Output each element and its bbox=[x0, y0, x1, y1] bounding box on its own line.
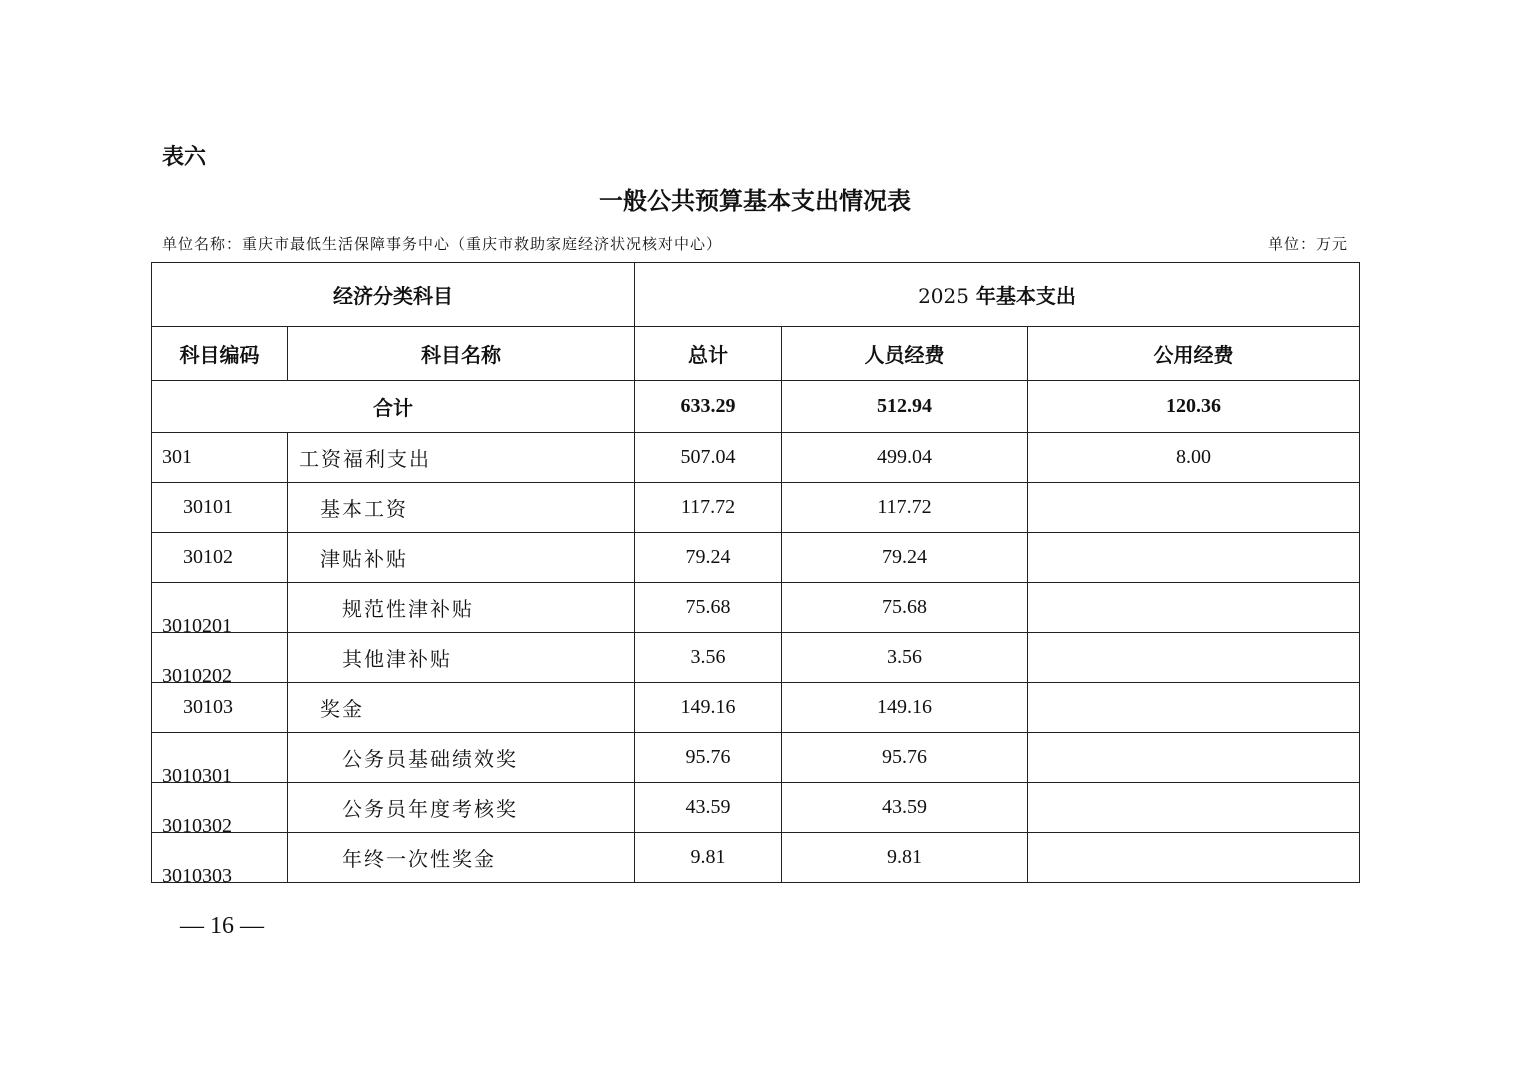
table-row bbox=[152, 433, 1360, 483]
table-row bbox=[152, 633, 1360, 683]
row-personnel: 499.04 bbox=[782, 433, 1028, 483]
table-row bbox=[152, 683, 1360, 733]
row-public bbox=[1028, 683, 1360, 733]
total-row bbox=[152, 381, 1360, 433]
row-personnel: 149.16 bbox=[782, 683, 1028, 733]
budget-table bbox=[151, 262, 1360, 887]
row-total: 43.59 bbox=[635, 783, 782, 833]
row-public bbox=[1028, 533, 1360, 583]
row-public: 8.00 bbox=[1028, 433, 1360, 483]
header-public: 公用经费 bbox=[1028, 327, 1360, 381]
row-code-text: 3010202 bbox=[162, 665, 232, 687]
row-code bbox=[152, 833, 288, 887]
row-total: 507.04 bbox=[635, 433, 782, 483]
row-name: 其他津补贴 bbox=[288, 633, 635, 683]
table-row bbox=[152, 583, 1360, 633]
row-code: 30102 bbox=[152, 533, 288, 583]
row-name: 基本工资 bbox=[288, 483, 635, 533]
row-code-text: 3010201 bbox=[162, 615, 232, 637]
total-public: 120.36 bbox=[1028, 381, 1360, 433]
header-total: 总计 bbox=[635, 327, 782, 381]
row-name: 津贴补贴 bbox=[288, 533, 635, 583]
unit-label: 单位：万元 bbox=[1267, 235, 1348, 253]
row-public bbox=[1028, 483, 1360, 533]
total-amount: 633.29 bbox=[635, 381, 782, 433]
row-public bbox=[1028, 833, 1360, 883]
row-code bbox=[152, 633, 288, 687]
document-title: 一般公共预算基本支出情况表 bbox=[599, 186, 911, 215]
row-code-text: 3010301 bbox=[162, 765, 232, 787]
unit-name: 单位名称：重庆市最低生活保障事务中心（重庆市救助家庭经济状况核对中心） bbox=[162, 235, 723, 253]
header-economic-category: 经济分类科目 bbox=[152, 263, 635, 327]
row-public bbox=[1028, 733, 1360, 783]
row-code bbox=[152, 783, 288, 837]
row-code: 30103 bbox=[152, 683, 288, 733]
total-label: 合计 bbox=[152, 381, 635, 433]
row-public bbox=[1028, 583, 1360, 633]
row-name: 年终一次性奖金 bbox=[288, 833, 635, 883]
row-public bbox=[1028, 783, 1360, 833]
row-total: 75.68 bbox=[635, 583, 782, 633]
row-personnel: 117.72 bbox=[782, 483, 1028, 533]
row-code bbox=[152, 733, 288, 787]
row-personnel: 9.81 bbox=[782, 833, 1028, 883]
row-code-text: 3010303 bbox=[162, 865, 232, 887]
row-public bbox=[1028, 633, 1360, 683]
table-row bbox=[152, 833, 1360, 883]
row-personnel: 79.24 bbox=[782, 533, 1028, 583]
row-name: 规范性津补贴 bbox=[288, 583, 635, 633]
row-code: 30101 bbox=[152, 483, 288, 533]
row-total: 9.81 bbox=[635, 833, 782, 883]
header-personnel: 人员经费 bbox=[782, 327, 1028, 381]
header-row-1 bbox=[152, 263, 1360, 327]
header-row-2 bbox=[152, 327, 1360, 381]
row-total: 149.16 bbox=[635, 683, 782, 733]
row-total: 79.24 bbox=[635, 533, 782, 583]
header-year-suffix: 年基本支出 bbox=[968, 284, 1076, 308]
table-row bbox=[152, 533, 1360, 583]
total-personnel: 512.94 bbox=[782, 381, 1028, 433]
header-name: 科目名称 bbox=[288, 327, 635, 381]
row-personnel: 3.56 bbox=[782, 633, 1028, 683]
page-number: — 16 — bbox=[180, 913, 264, 939]
row-total: 3.56 bbox=[635, 633, 782, 683]
row-personnel: 75.68 bbox=[782, 583, 1028, 633]
row-personnel: 43.59 bbox=[782, 783, 1028, 833]
table-row bbox=[152, 483, 1360, 533]
row-name: 奖金 bbox=[288, 683, 635, 733]
row-total: 95.76 bbox=[635, 733, 782, 783]
row-code-text: 3010302 bbox=[162, 815, 232, 837]
header-basic-expenditure bbox=[635, 263, 1360, 327]
row-name: 工资福利支出 bbox=[288, 433, 635, 483]
row-total: 117.72 bbox=[635, 483, 782, 533]
row-name: 公务员年度考核奖 bbox=[288, 783, 635, 833]
row-name: 公务员基础绩效奖 bbox=[288, 733, 635, 783]
table-row bbox=[152, 783, 1360, 833]
row-code: 301 bbox=[152, 433, 288, 483]
header-year: 2025 bbox=[918, 284, 969, 308]
table-row bbox=[152, 733, 1360, 783]
header-code: 科目编码 bbox=[152, 327, 288, 381]
table-label: 表六 bbox=[162, 145, 207, 170]
row-code bbox=[152, 583, 288, 637]
row-personnel: 95.76 bbox=[782, 733, 1028, 783]
